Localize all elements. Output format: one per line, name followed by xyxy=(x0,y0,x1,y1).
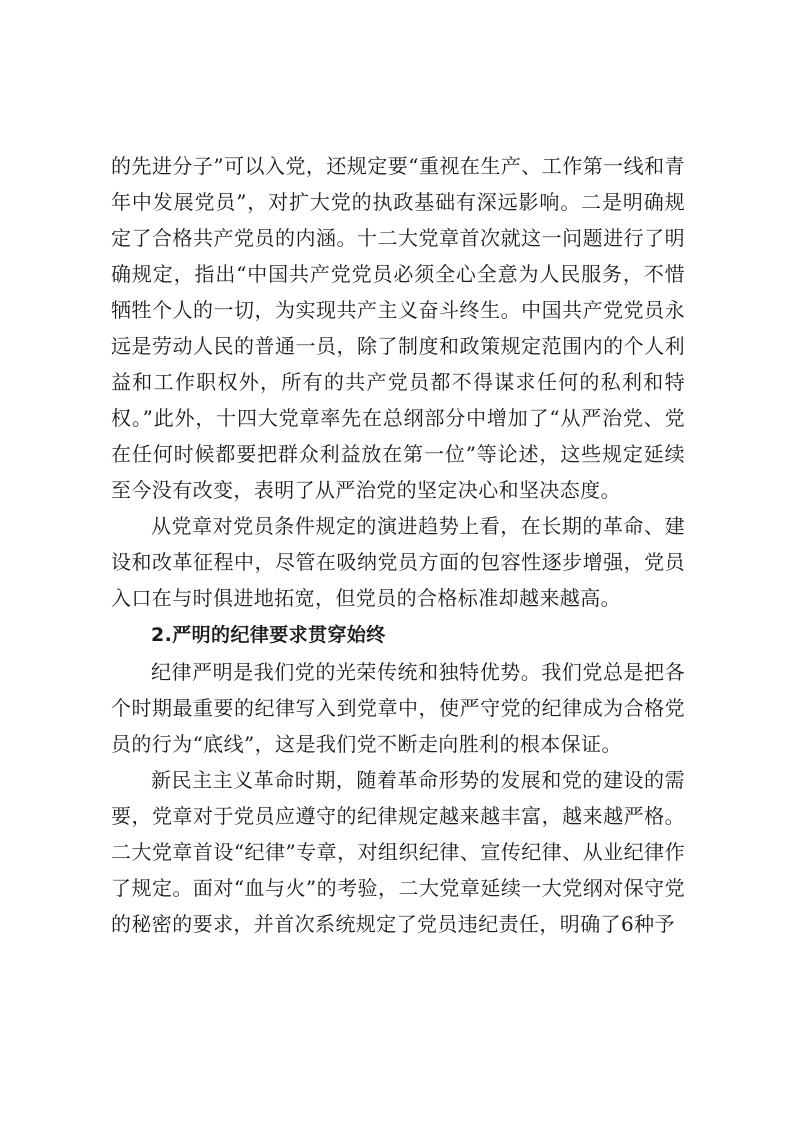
paragraph-4: 新民主主义革命时期，随着革命形势的发展和党的建设的需要，党章对于党员应遵守的纪律规定越来越丰富，越来越严格。二大党章首设“纪律”专章，对组织纪律、宣传纪律、从业纪律作了规定。面对“血与火”的考验，二大党章延续一大党纲对保守党的秘密的要求，并首次系统规定了党员违纪责任，明确了6种予 xyxy=(111,768,685,936)
section-heading: 2.严明的纪律要求贯穿始终 xyxy=(151,624,386,646)
paragraph-3: 纪律严明是我们党的光荣传统和独特优势。我们党总是把各个时期最重要的纪律写入到党章中，使严守党的纪律成为合格党员的行为“底线”，这是我们党不断走向胜利的根本保证。 xyxy=(111,660,685,756)
paragraph-2: 从党章对党员条件规定的演进趋势上看，在长期的革命、建设和改革征程中，尽管在吸纳党员方面的包容性逐步增强，党员入口在与时俱进地拓宽，但党员的合格标准却越来越高。 xyxy=(111,514,685,610)
paragraph-1: 的先进分子”可以入党，还规定要“重视在生产、工作第一线和青年中发展党员”，对扩大党的执政基础有深远影响。二是明确规定了合格共产党员的内涵。十二大党章首次就这一问题进行了明确规定，指出“中国共产党党员必须全心全意为人民服务，不惜牺牲个人的一切，为实现共产主义奋斗终生。中国共产党党员永远是劳动人民的普通一员，除了制度和政策规定范围内的个人利益和工作职权外，所有的共产党员都不得谋求任何的私利和特权。”此外，十四大党章率先在总纲部分中增加了“从严治党、党在任何时候都要把群众利益放在第一位”等论述，这些规定延续至今没有改变，表明了从严治党的坚定决心和坚决态度。 xyxy=(111,154,685,502)
document-body xyxy=(111,148,685,942)
